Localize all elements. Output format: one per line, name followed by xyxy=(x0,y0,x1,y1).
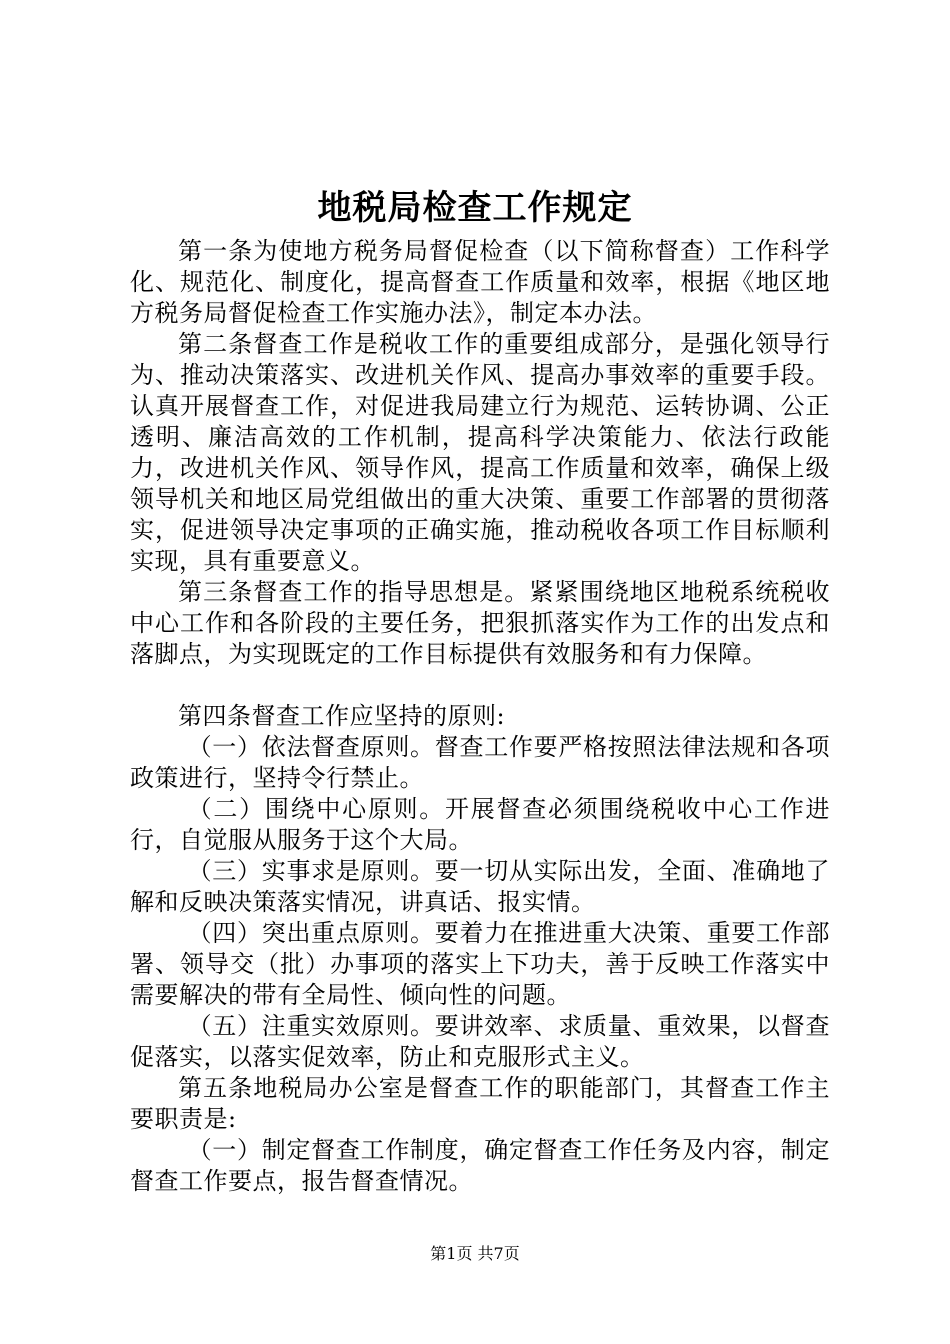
paragraph-principle-2: （二）围绕中心原则。开展督查必须围绕税收中心工作进行，自觉服从服务于这个大局。 xyxy=(130,795,830,854)
paragraph-duty-1: （一）制定督查工作制度，确定督查工作任务及内容，制定督查工作要点，报告督查情况。 xyxy=(130,1136,830,1195)
paragraph-article-4: 第四条督查工作应坚持的原则: xyxy=(178,702,506,730)
paragraph-principle-5: （五）注重实效原则。要讲效率、求质量、重效果，以督查促落实，以落实促效率，防止和克服形式主义。 xyxy=(130,1012,830,1071)
paragraph-article-5: 第五条地税局办公室是督查工作的职能部门，其督查工作主要职责是: xyxy=(130,1074,830,1133)
page-number-footer: 第1页 共7页 xyxy=(430,1244,520,1263)
paragraph-article-3: 第三条督查工作的指导思想是。紧紧围绕地区地税系统税收中心工作和各阶段的主要任务，把狠抓落实作为工作的出发点和落脚点，为实现既定的工作目标提供有效服务和有力保障。 xyxy=(130,578,830,668)
paragraph-article-1: 第一条为使地方税务局督促检查（以下简称督查）工作科学化、规范化、制度化，提高督查工作质量和效率，根据《地区地方税务局督促检查工作实施办法》，制定本办法。 xyxy=(130,237,830,327)
paragraph-article-2: 第二条督查工作是税收工作的重要组成部分，是强化领导行为、推动决策落实、改进机关作风、提高办事效率的重要手段。认真开展督查工作，对促进我局建立行为规范、运转协调、公正透明、廉洁高效的工作机制，提高科学决策能力、依法行政能力，改进机关作风、领导作风，提高工作质量和效率，确保上级领导机关和地区局党组做出的重大决策、重要工作部署的贯彻落实，促进领导决定事项的正确实施，推动税收各项工作目标顺利实现，具有重要意义。 xyxy=(130,330,830,575)
paragraph-principle-4: （四）突出重点原则。要着力在推进重大决策、重要工作部署、领导交（批）办事项的落实上下功夫，善于反映工作落实中需要解决的带有全局性、倾向性的问题。 xyxy=(130,919,830,1009)
document-body xyxy=(130,236,830,1197)
document-title: 地税局检查工作规定 xyxy=(317,188,633,228)
paragraph-principle-3: （三）实事求是原则。要一切从实际出发，全面、准确地了解和反映决策落实情况，讲真话、报实情。 xyxy=(130,857,830,916)
paragraph-principle-1: （一）依法督查原则。督查工作要严格按照法律法规和各项政策进行，坚持令行禁止。 xyxy=(130,733,830,792)
